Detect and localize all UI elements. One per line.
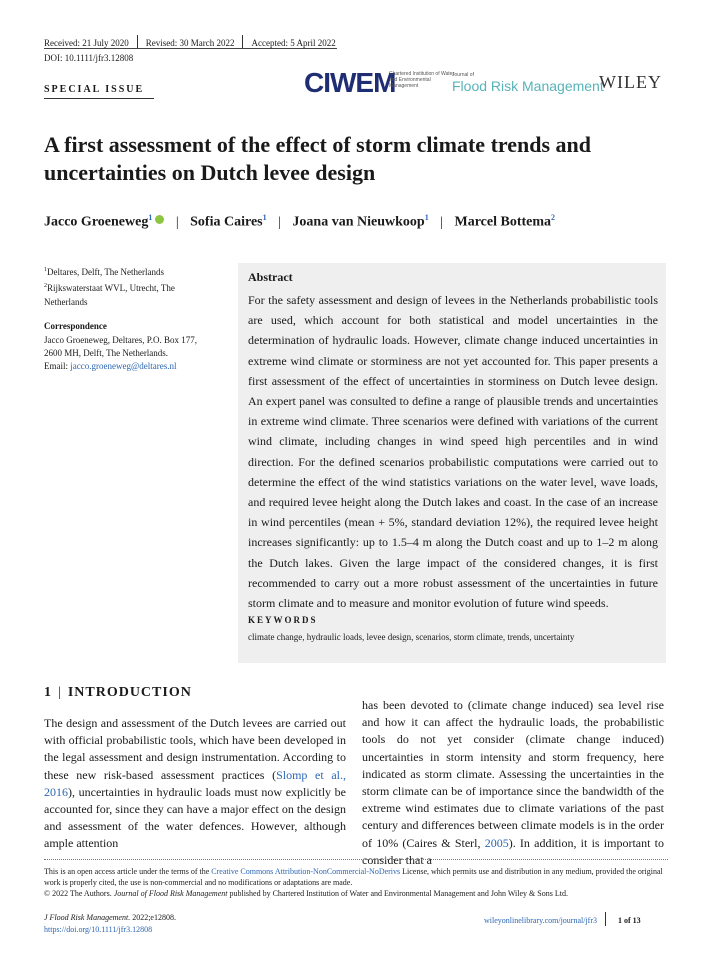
journal-of-label: Journal of [452,72,474,78]
license-link[interactable]: Creative Commons Attribution-NonCommercial-NoDerivs [211,867,401,876]
citation-journal: J Flood Risk Management. [44,913,131,922]
affiliations [44,263,209,309]
body-column-left: The design and assessment of the Dutch levees are carried out with official probabilistic tools, which have been developed in the legal assessment and design instrumentation. According to these new risk-based assessment practices (Slomp et al., 2016), uncertainties in hydraulic loads must now explicitly be accounted for, since they can have a major effect on the design and assessment of the water defences. However, although ample attention [44,716,346,851]
received-date: Received: 21 July 2020 [44,38,129,48]
correspondence-address: Jacco Groeneweg, Deltares, P.O. Box 177, 2600 MH, Delft, The Netherlands. [44,335,197,358]
footer-citation: J Flood Risk Management. 2022;e12808. https://doi.org/10.1111/jfr3.12808 [44,913,176,934]
special-issue-rule [44,98,154,99]
page-number: 1 of 13 [618,916,641,925]
section-divider: | [58,685,62,700]
journal-name-italic: Journal of Flood Risk Management [113,889,228,898]
journal-site-link[interactable]: wileyonlinelibrary.com/journal/jfr3 [484,916,598,925]
author-separator: | [175,214,179,230]
article-history [44,35,336,49]
body-column-right: has been devoted to (climate change induced) sea level rise and how it can affect the hydraulic loads, the probabilistic tools do not yet consider (climate change induced) uncertainties in storm intensity and storm frequency, here indicated as storm climate. Assessing the uncertainties in the storm climate can be of importance since the bandwidth of the extreme wind estimates due to climate variations of the past century and differences between climate models is in the order of 10% (Caires & Sterl, 2005). In addition, it is important to consider that a [362,698,664,867]
affiliation: $^2$Rijkswaterstaat WVL, Utrecht, The Netherlands [44,283,175,307]
author-separator: | [278,214,281,230]
section-number: 1 [44,685,52,700]
abstract-heading: Abstract [248,270,293,284]
doi: DOI: 10.1111/jfr3.12808 [44,53,134,63]
author-name[interactable]: Joana van Nieuwkoop [292,214,425,230]
license-text: This is an open access article under the terms of the Creative Commons Attribution-NonCommercial-NoDerivs License, which permits use and distribution in any medium, provided the original work is properly cited, the use is non-commercial and no modifications or adaptations are made. © 2022 The Authors. Journal of Flood Risk Management published by Chartered Institution of Water and Environmental Management and John Wiley & Sons Ltd. [44,867,663,898]
author-affiliation-mark: 2 [551,213,556,222]
author-separator: | [440,214,443,230]
wiley-logo: WILEY [599,72,662,92]
affiliation: $^1$Deltares, Delft, The Netherlands [44,267,165,277]
author-affiliation-mark: 1 [148,213,153,222]
divider [242,35,243,49]
correspondence-heading: Correspondence [44,321,107,331]
email-label: Email: [44,361,71,371]
author-affiliation-mark: 1 [262,213,267,222]
header-rule [44,48,337,49]
email-link[interactable]: jacco.groeneweg@deltares.nl [70,361,177,371]
keywords-list: climate change, hydraulic loads, levee design, scenarios, storm climate, trends, uncertainty [248,632,575,642]
footer-divider [44,859,668,860]
section-title: INTRODUCTION [67,685,192,700]
footer-right [484,912,641,926]
citation-link[interactable]: 2005 [484,835,509,850]
divider [605,912,606,926]
divider [137,35,138,49]
article-title: A first assessment of the effect of storm climate trends and uncertainties on Dutch levee design [44,132,592,185]
section-heading [44,685,192,701]
ciwem-logo: CIWEM [304,67,396,98]
journal-name: Flood Risk Management [452,78,604,94]
author-affiliation-mark: 1 [424,213,429,222]
doi-link[interactable]: https://doi.org/10.1111/jfr3.12808 [44,925,153,934]
ciwem-subtitle: Chartered Institution of Water and Environmental Management [389,71,455,89]
citation-link[interactable]: Slomp et al., 2016 [44,767,346,799]
revised-date: Revised: 30 March 2022 [145,38,235,48]
accepted-date: Accepted: 5 April 2022 [251,38,336,48]
author-name[interactable]: Jacco Groeneweg [44,214,149,230]
author-name[interactable]: Marcel Bottema [454,214,552,230]
orcid-icon[interactable] [155,215,164,224]
author-list [44,213,555,231]
special-issue-label: SPECIAL ISSUE [44,84,145,95]
author-name[interactable]: Sofia Caires [190,214,263,230]
keywords-heading: KEYWORDS [248,615,318,625]
correspondence-body [44,334,216,373]
abstract-text: For the safety assessment and design of levees in the Netherlands probabilistic tools are used, which account for both statistical and model uncertainties in the determination of hydraulic loads. However, climate change induced uncertainties in extreme wind climate or storminess are not yet accounted for. This paper presents a first assessment of the effect of uncertainties in storminess on Dutch levee design. An expert panel was consulted to define a range of plausible trends and uncertainties in extreme wind climate. Three scenarios were defined with variations of the current wind climate, including changes in wind speed high percentiles and in wind direction. For the defined scenarios probabilistic computations were carried out to determine the effect of the wind statistics variations on the water level, wave loads, and required levee height along the Dutch lakes and coast. In the case of an increase in wind percentiles (mean + 5%, standard deviation 12%), the required levee height increases significantly: up to 1.5–4 m along the Dutch coast and up to 1–2 m along the Dutch lakes. Given the large impact of the considered changes, it is first recommended to carry out a more robust assessment of the uncertainties in future storm climate and to measure and monitor evolution of future wind speeds. [248,293,658,611]
